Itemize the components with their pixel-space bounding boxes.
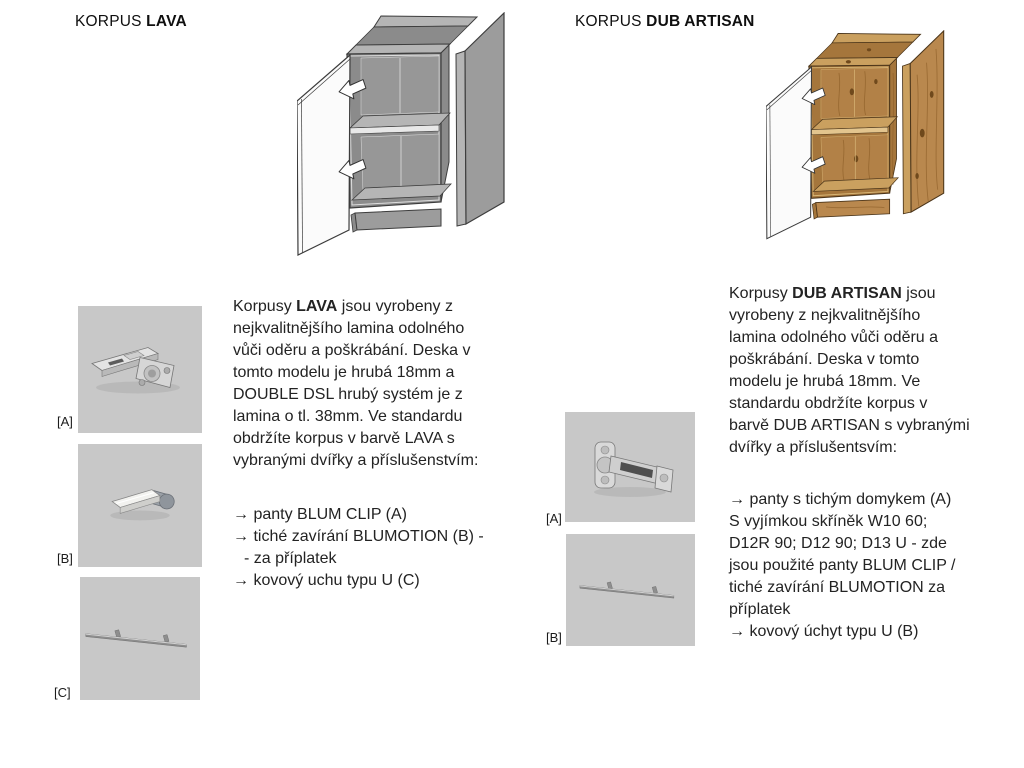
photo-label-b: [B] (546, 630, 562, 645)
description-bold: LAVA (296, 298, 338, 315)
description-line: nejkvalitnějšího lamina odolného (233, 320, 465, 337)
bullet-line: tiché zavírání BLUMOTION za (729, 579, 946, 596)
dub-artisan-cabinet-drawing (766, 30, 948, 243)
dub-artisan-title-bold: DUB ARTISAN (646, 13, 755, 30)
bullet-line: příplatek (729, 601, 791, 618)
lava-description (233, 296, 478, 472)
description-text: Korpusy (729, 285, 793, 302)
photo-label-c: [C] (54, 685, 71, 700)
u-handle-photo (566, 534, 695, 646)
lava-title-prefix: KORPUS (75, 13, 147, 30)
photo-label-a: [A] (57, 414, 73, 429)
bullet-line: → kovový úchyt typu U (B) (729, 623, 919, 640)
description-line: dvířky a příslušentsvím: (729, 439, 898, 456)
description-line: standardu obdržíte korpus v (729, 395, 928, 412)
description-line: obdržíte korpus v barvě LAVA s (233, 430, 455, 447)
dub-artisan-description (729, 283, 970, 459)
bullet-line: S vyjímkou skříněk W10 60; (729, 513, 928, 530)
bullet-line: → kovový uchu typu U (C) (233, 572, 420, 589)
description-line: modelu je hrubá 18mm. Ve (729, 373, 921, 390)
description-text: jsou vyrobeny z (337, 298, 453, 315)
dub-artisan-title-prefix: KORPUS (575, 13, 647, 30)
bullet-line: → panty BLUM CLIP (A) (233, 506, 407, 523)
bullet-line: D12R 90; D12 90; D13 U - zde (729, 535, 947, 552)
bullet-line: - za příplatek (244, 550, 337, 567)
description-line: barvě DUB ARTISAN s vybranými (729, 417, 970, 434)
bullet-line: jsou použité panty BLUM CLIP / (729, 557, 956, 574)
description-line: vůči oděru a poškrábání. Deska v (233, 342, 471, 359)
description-line: lamina o tl. 38mm. Ve standardu (233, 408, 463, 425)
soft-close-hinge-photo (565, 412, 695, 522)
bullet-line: → panty s tichým domykem (A) (729, 491, 952, 508)
lava-title (75, 13, 187, 31)
lava-cabinet-drawing (297, 12, 509, 260)
blum-clip-hinge-photo (78, 306, 202, 433)
blumotion-damper-photo (78, 444, 202, 567)
description-text: jsou (901, 285, 936, 302)
description-line (233, 296, 478, 318)
description-bold: DUB ARTISAN (792, 285, 902, 302)
description-line: lamina odolného vůči oděru a (729, 329, 939, 346)
u-handle-photo (80, 577, 200, 700)
lava-accessories-list (233, 504, 484, 592)
lava-title-bold: LAVA (146, 13, 187, 30)
dub-artisan-accessories-list (729, 489, 956, 643)
description-line: tomto modelu je hrubá 18mm a (233, 364, 455, 381)
bullet-line: → tiché zavírání BLUMOTION (B) - (233, 528, 484, 545)
description-line: vybranými dvířky a příslušenstvím: (233, 452, 479, 469)
photo-label-b: [B] (57, 551, 73, 566)
description-line: poškrábání. Deska v tomto (729, 351, 920, 368)
description-text: Korpusy (233, 298, 297, 315)
description-line: vyrobeny z nejkvalitnějšího (729, 307, 921, 324)
description-line (729, 283, 970, 305)
photo-label-a: [A] (546, 511, 562, 526)
description-line: DOUBLE DSL hrubý systém je z (233, 386, 463, 403)
dub-artisan-title (575, 13, 755, 31)
